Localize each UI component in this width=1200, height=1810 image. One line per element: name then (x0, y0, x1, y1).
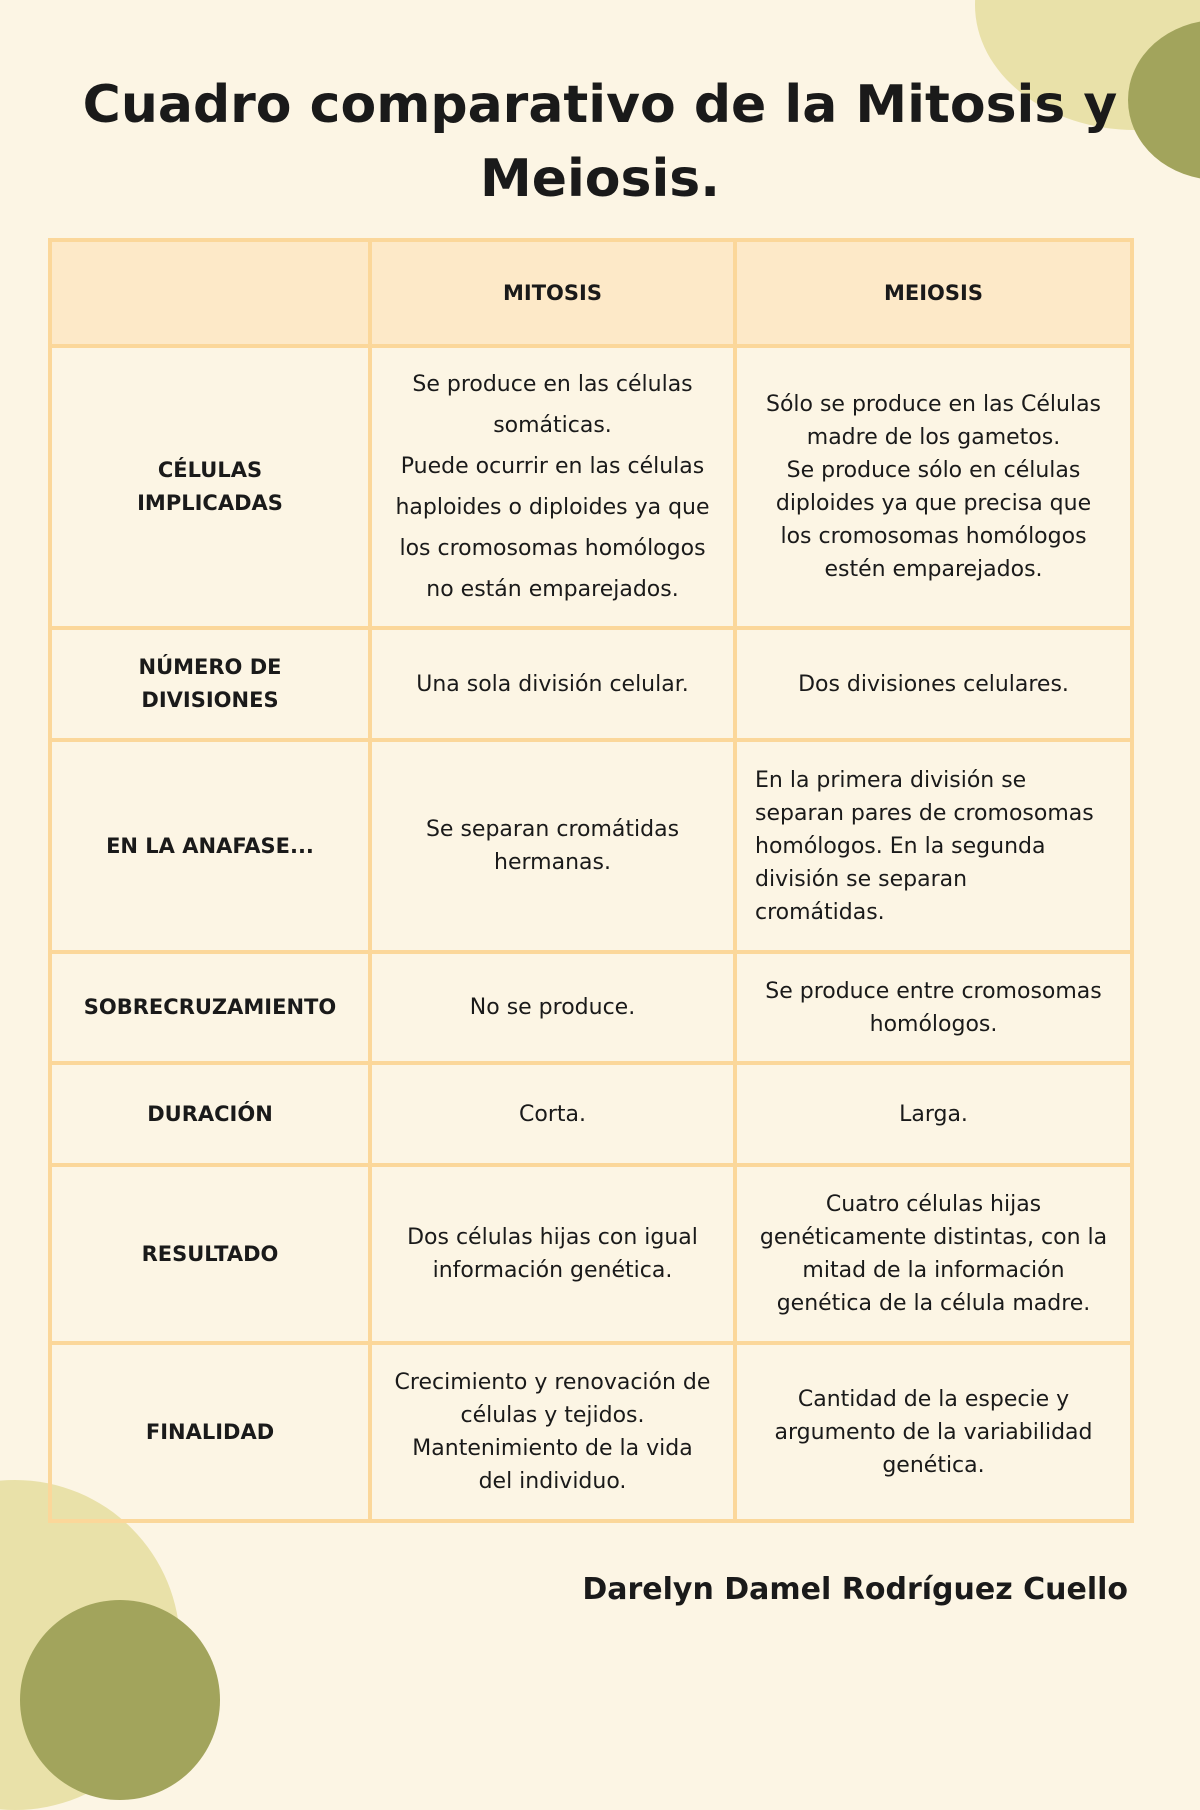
cell-line: los cromosomas homólogos (780, 524, 1087, 549)
meiosis-cell (735, 952, 1132, 1063)
cell-line: mitad de la información (802, 1258, 1065, 1283)
cell-line: separan pares de cromosomas (755, 800, 1094, 826)
row-label (50, 628, 370, 740)
cell-line: no están emparejados. (426, 577, 679, 602)
page-title (80, 68, 1120, 216)
header-mitosis: MITOSIS (370, 240, 735, 346)
cell-line: Una sola división celular. (416, 671, 689, 697)
comparison-table (48, 238, 1134, 1523)
cell-line: genéticamente distintas, con la (759, 1225, 1108, 1250)
row-label-line: NÚMERO DE (138, 655, 282, 679)
cell-line: cromátidas. (755, 899, 885, 925)
author-name: Darelyn Damel Rodríguez Cuello (582, 1572, 1128, 1607)
row-label-line: CÉLULAS (157, 458, 263, 482)
mitosis-cell (370, 346, 735, 628)
cell-line: homólogos. En la segunda (755, 833, 1046, 859)
title-line-1: Cuadro comparativo de la Mitosis y (82, 75, 1118, 135)
cell-line: somáticas. (493, 413, 612, 438)
cell-line: Cantidad de la especie y (797, 1386, 1070, 1412)
cell-line: argumento de la variabilidad (774, 1419, 1093, 1445)
row-label-line: RESULTADO (141, 1241, 279, 1266)
cell-line: homólogos. (869, 1011, 998, 1037)
row-label-line: IMPLICADAS (137, 491, 283, 515)
cell-line: haploides o diploides ya que (395, 495, 710, 520)
row-label (50, 346, 370, 628)
mitosis-cell (370, 628, 735, 740)
cell-line: Se produce sólo en células (786, 458, 1081, 483)
row-label (50, 1063, 370, 1165)
cell-line: Crecimiento y renovación de (394, 1370, 711, 1395)
cell-line: Larga. (899, 1101, 968, 1127)
meiosis-cell (735, 1165, 1132, 1343)
cell-line: Puede ocurrir en las células (400, 454, 705, 479)
meiosis-cell (735, 346, 1132, 628)
table-row (50, 346, 1132, 628)
cell-line: En la primera división se (755, 767, 1027, 793)
table-row (50, 740, 1132, 952)
table-row (50, 1343, 1132, 1521)
cell-line: genética de la célula madre. (776, 1291, 1091, 1316)
table-header-row (50, 240, 1132, 346)
cell-line: información genética. (432, 1258, 673, 1283)
cell-line: Dos divisiones celulares. (798, 671, 1069, 697)
cell-line: Sólo se produce en las Células (765, 392, 1102, 417)
cell-line: división se separan (755, 866, 968, 892)
row-label-line: DURACIÓN (147, 1101, 273, 1126)
row-label-line: DIVISIONES (141, 688, 279, 712)
row-label-line: SOBRECRUZAMIENTO (83, 995, 337, 1019)
cell-line: Cuatro células hijas (825, 1192, 1042, 1217)
meiosis-cell (735, 1343, 1132, 1521)
table-row (50, 952, 1132, 1063)
cell-line: Corta. (519, 1101, 586, 1127)
header-empty-cell (50, 240, 370, 346)
mitosis-cell (370, 1165, 735, 1343)
cell-line: del individuo. (478, 1469, 627, 1494)
table-row (50, 1063, 1132, 1165)
cell-line: No se produce. (469, 995, 636, 1020)
cell-line: Se separan cromátidas (425, 817, 680, 842)
decorative-blob-bottom-left-dark (20, 1600, 220, 1800)
mitosis-cell (370, 740, 735, 952)
cell-line: madre de los gametos. (806, 425, 1061, 450)
table-row (50, 1165, 1132, 1343)
cell-line: Se produce en las células (412, 372, 693, 397)
mitosis-cell (370, 1343, 735, 1521)
cell-line: células y tejidos. (460, 1403, 645, 1428)
mitosis-cell (370, 952, 735, 1063)
row-label (50, 1343, 370, 1521)
row-label (50, 1165, 370, 1343)
row-label (50, 952, 370, 1063)
meiosis-cell (735, 1063, 1132, 1165)
cell-line: estén emparejados. (824, 557, 1043, 582)
mitosis-cell (370, 1063, 735, 1165)
row-label-line: EN LA ANAFASE... (106, 833, 314, 858)
cell-line: Dos células hijas con igual (407, 1225, 698, 1250)
cell-line: genética. (882, 1452, 985, 1478)
cell-line: diploides ya que precisa que (775, 491, 1092, 516)
title-line-2: Meiosis. (479, 149, 721, 209)
cell-line: los cromosomas homólogos (399, 536, 706, 561)
meiosis-cell (735, 740, 1132, 952)
row-label-line: FINALIDAD (145, 1419, 275, 1444)
cell-line: Mantenimiento de la vida (412, 1436, 693, 1461)
header-meiosis: MEIOSIS (735, 240, 1132, 346)
cell-line: Se produce entre cromosomas (765, 978, 1102, 1004)
meiosis-cell (735, 628, 1132, 740)
cell-line: hermanas. (494, 850, 611, 875)
table-row (50, 628, 1132, 740)
row-label (50, 740, 370, 952)
